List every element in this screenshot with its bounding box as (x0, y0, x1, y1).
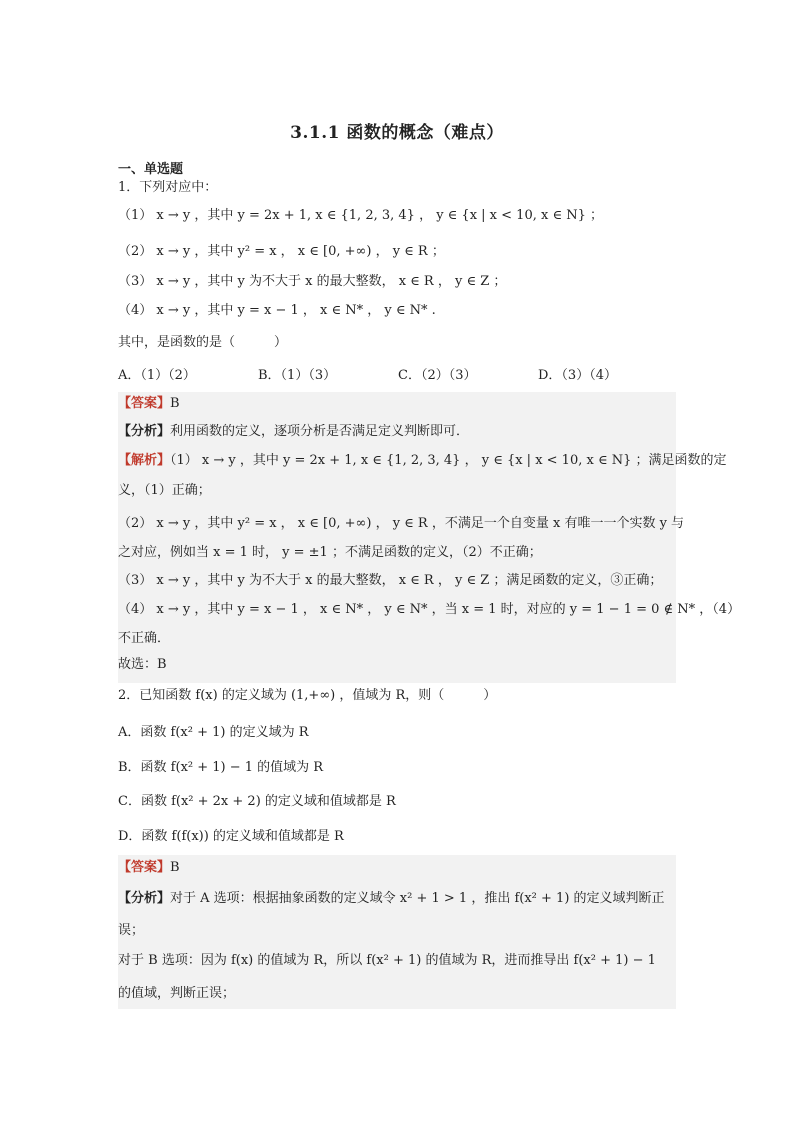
solution-tag: 【解析】 (118, 453, 171, 468)
q2-analysis-line: 的值域，判断正误； (118, 986, 236, 1001)
q1-solution-line: 之对应，例如当 x = 1 时， y = ±1 ；不满足函数的定义，（2）不正确； (118, 545, 542, 560)
q2-option: D．函数 f(f(x)) 的定义域和值域都是 R (118, 829, 344, 844)
q1-analysis (118, 423, 469, 441)
q1-solution-line: 义，（1）正确； (118, 483, 211, 498)
q1-item: （1） x → y ，其中 y = 2x + 1, x ∈ {1, 2, 3, 4} ， y ∈ {x | x < 10, x ∈ N} ； (118, 208, 603, 223)
q1-solution-line: （4） x → y ，其中 y = x − 1 ， x ∈ N* ， y ∈ N* ，当 x = 1 时，对应的 y = 1 − 1 = 0 ∉ N* ，（4） (118, 602, 741, 617)
page-title: 3.1.1 函数的概念（难点） (290, 123, 504, 143)
q1-item: （3） x → y ，其中 y 为不大于 x 的最大整数， x ∈ R ， y ∈ Z ； (118, 274, 507, 289)
option-d: D．（3）（4） (538, 368, 617, 383)
q2-analysis-line: 【分析】对于 A 选项：根据抽象函数的定义域令 x² + 1 > 1 ，推出 f(x² + 1) 的定义域判断正 (118, 891, 665, 906)
answer-value: B (170, 860, 180, 875)
q2-option: B．函数 f(x² + 1) − 1 的值域为 R (118, 760, 324, 775)
q1-solution-line: 【解析】（1） x → y ，其中 y = 2x + 1, x ∈ {1, 2, 3, 4} ， y ∈ {x | x < 10, x ∈ N} ；满足函数的定 (118, 453, 727, 468)
q1-ask: 其中，是函数的是（ ） (118, 335, 288, 350)
option-b: B．（1）（3） (258, 368, 337, 383)
answer-tag: 【答案】 (118, 860, 171, 875)
q1-solution-line: 故选：B (118, 657, 167, 672)
option-c: C．（2）（3） (398, 368, 477, 383)
q2-analysis-line: 误； (118, 923, 145, 938)
q1-solution-line: （2） x → y ，其中 y² = x ， x ∈ [0, +∞) ， y ∈ R ，不满足一个自变量 x 有唯一一个实数 y 与 (118, 516, 685, 531)
q1-solution-line: 不正确． (118, 631, 171, 646)
analysis-tag: 【分析】 (118, 424, 171, 439)
analysis-tag: 【分析】 (118, 891, 171, 906)
q1-answer (118, 395, 180, 413)
analysis-text: 利用函数的定义，逐项分析是否满足定义判断即可． (170, 424, 470, 439)
option-a: A．（1）（2） (118, 368, 196, 383)
q2-option: A．函数 f(x² + 1) 的定义域为 R (118, 725, 309, 740)
q1-stem: 1．下列对应中： (118, 180, 218, 195)
q2-stem: 2．已知函数 f(x) 的定义域为 (1,+∞) ，值域为 R，则（ ） (118, 688, 497, 703)
answer-tag: 【答案】 (118, 396, 171, 411)
q2-option: C．函数 f(x² + 2x + 2) 的定义域和值域都是 R (118, 794, 396, 809)
q1-options (118, 367, 678, 385)
q2-answer (118, 859, 180, 877)
section-heading: 一、单选题 (118, 162, 184, 177)
q1-item: （2） x → y ，其中 y² = x ， x ∈ [0, +∞) ， y ∈ R ； (118, 244, 445, 259)
q2-analysis-line: 对于 B 选项：因为 f(x) 的值域为 R，所以 f(x² + 1) 的值域为 R，进而推导出 f(x² + 1) − 1 (118, 953, 656, 968)
q1-item: （4） x → y ，其中 y = x − 1 ， x ∈ N* ， y ∈ N* . (118, 303, 436, 318)
q1-solution-line: （3） x → y ，其中 y 为不大于 x 的最大整数， x ∈ R ， y ∈ Z ；满足函数的定义，③正确； (118, 573, 663, 588)
answer-value: B (170, 396, 180, 411)
